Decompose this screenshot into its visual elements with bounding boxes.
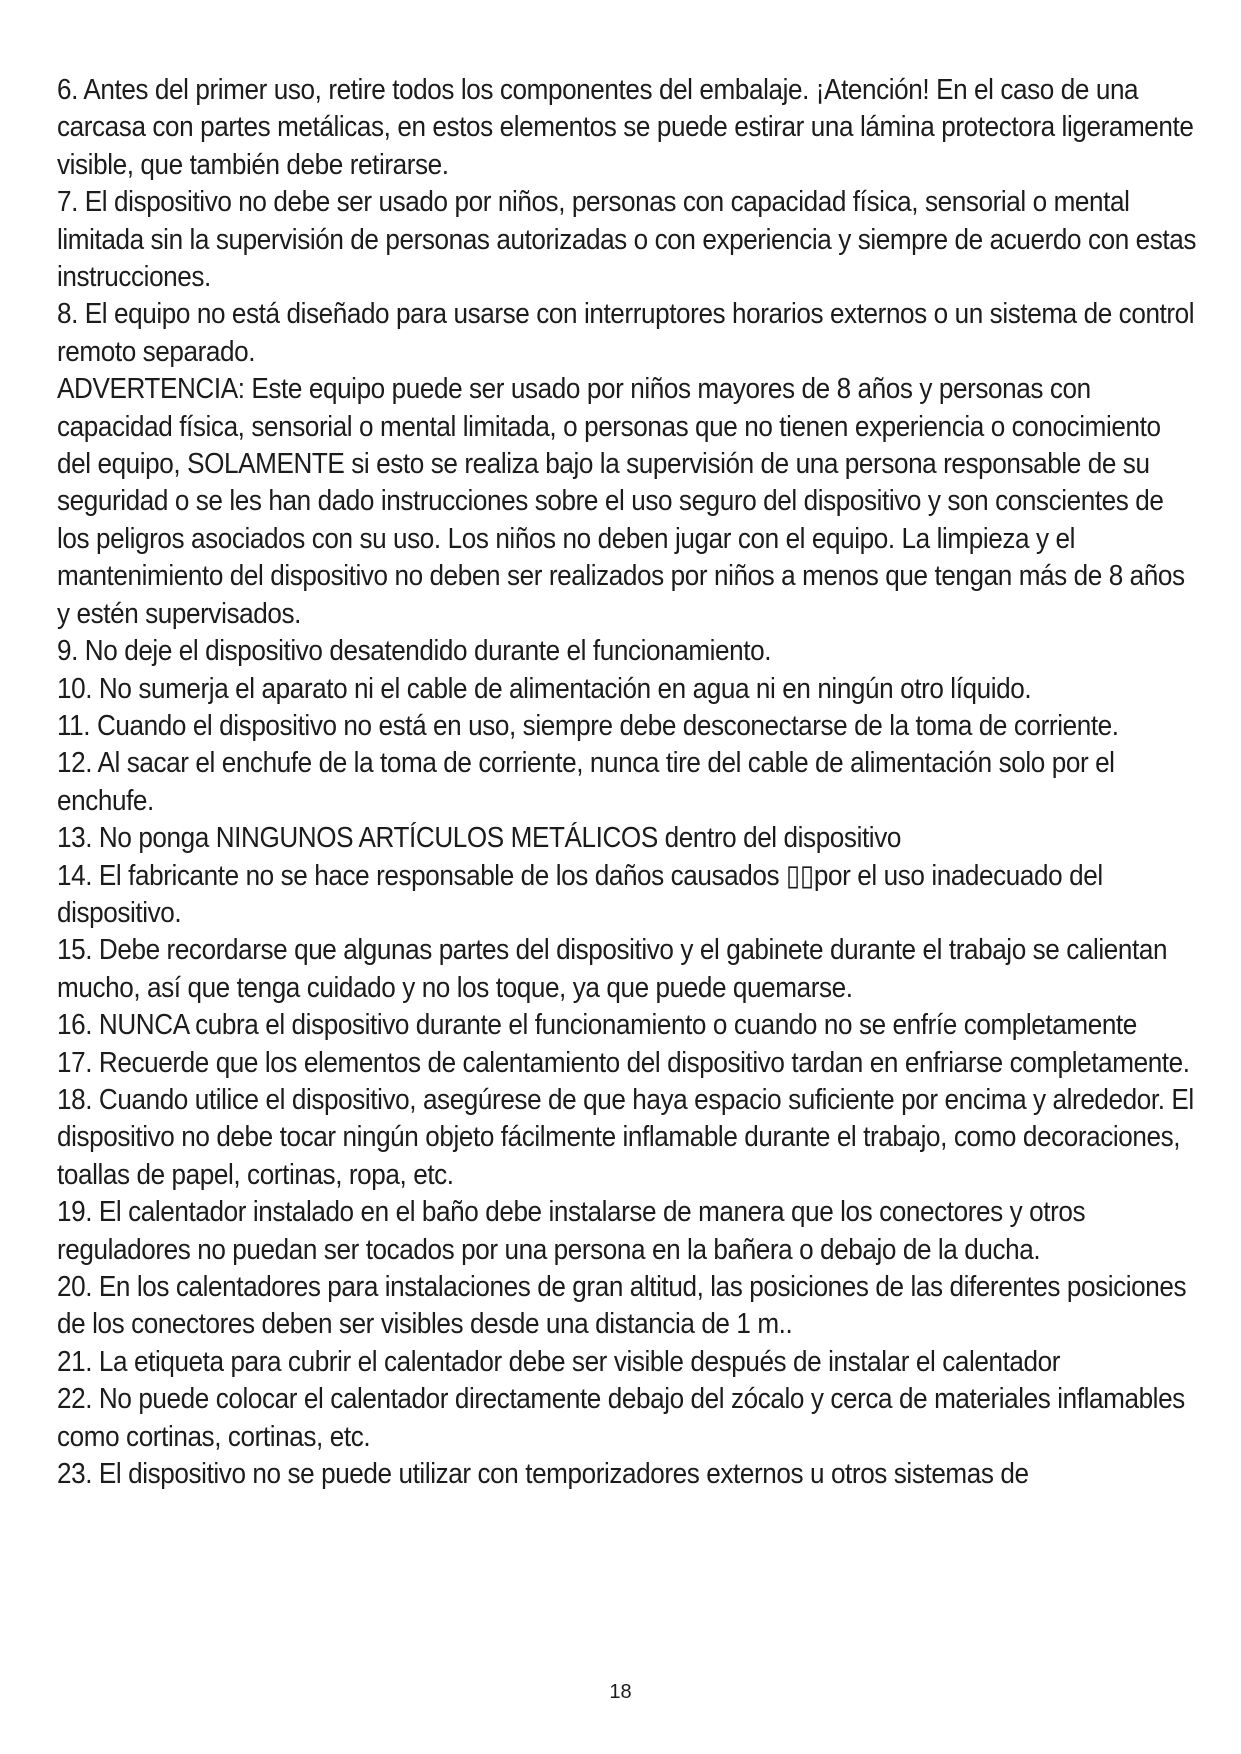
instruction-item-8: 8. El equipo no está diseñado para usarse con interruptores horarios externos o un sistema de control remoto separado. [57, 298, 1195, 368]
instruction-item-10: 10. No sumerja el aparato ni el cable de alimentación en agua ni en ningún otro líquido. [57, 672, 1032, 705]
instruction-item-15: 15. Debe recordarse que algunas partes del dispositivo y el gabinete durante el trabajo se calientan mucho, así que tenga cuidado y no los toque, ya que puede quemarse. [57, 934, 1168, 1004]
instruction-item-16: 16. NUNCA cubra el dispositivo durante el funcionamiento o cuando no se enfríe completamente [57, 1009, 1137, 1042]
page-number: 18 [609, 1681, 632, 1703]
instruction-item-7: 7. El dispositivo no debe ser usado por niños, personas con capacidad física, sensorial o mental limitada sin la supervisión de personas autorizadas o con experiencia y siempre de acuerdo con estas instrucciones. [57, 186, 1197, 294]
instruction-item-6: 6. Antes del primer uso, retire todos los componentes del embalaje. ¡Atención! En el caso de una carcasa con partes metálicas, en estos elementos se puede estirar una lámina protectora ligeramente visible, que también debe retirarse. [57, 74, 1194, 181]
instruction-item-13: 13. No ponga NINGUNOS ARTÍCULOS METÁLICOS dentro del dispositivo [57, 822, 901, 855]
instruction-item-9: 9. No deje el dispositivo desatendido durante el funcionamiento. [57, 635, 772, 668]
instruction-item-18: 18. Cuando utilice el dispositivo, asegúrese de que haya espacio suficiente por encima y alrededor. El dispositivo no debe tocar ningún objeto fácilmente inflamable durante el trabajo, como decoraciones, toallas de papel, cortinas, ropa, etc. [57, 1083, 1194, 1191]
instruction-item-21: 21. La etiqueta para cubrir el calentador debe ser visible después de instalar el calentador [57, 1345, 1061, 1378]
instructions-body [57, 72, 1197, 1493]
instruction-item-19: 19. El calentador instalado en el baño debe instalarse de manera que los conectores y otros reguladores no puedan ser tocados por una persona en la bañera o debajo de la ducha. [57, 1196, 1086, 1266]
instruction-item-20: 20. En los calentadores para instalaciones de gran altitud, las posiciones de las diferentes posiciones de los conectores deben ser visibles desde una distancia de 1 m.. [57, 1271, 1187, 1341]
instruction-item-23: 23. El dispositivo no se puede utilizar con temporizadores externos u otros sistemas de [57, 1458, 1029, 1491]
instruction-item-17: 17. Recuerde que los elementos de calentamiento del dispositivo tardan en enfriarse completamente. [57, 1046, 1190, 1079]
instruction-item-14: 14. El fabricante no se hace responsable de los daños causados ▯▯por el uso inadecuado del dispositivo. [57, 859, 1103, 929]
instruction-item-11: 11. Cuando el dispositivo no está en uso, siempre debe desconectarse de la toma de corriente. [57, 709, 1119, 742]
instruction-item-12: 12. Al sacar el enchufe de la toma de corriente, nunca tire del cable de alimentación solo por el enchufe. [57, 747, 1115, 817]
warning-paragraph: ADVERTENCIA: Este equipo puede ser usado por niños mayores de 8 años y personas con capacidad física, sensorial o mental limitada, o personas que no tienen experiencia o conocimiento del equipo, SOLAMENTE si esto se realiza bajo la supervisión de una persona responsable de su seguridad o se les han dado instrucciones sobre el uso seguro del dispositivo y son conscientes de los peligros asociados con su uso. Los niños no deben jugar con el equipo. La limpieza y el mantenimiento del dispositivo no deben ser realizados por niños a menos que tengan más de 8 años y estén supervisados. [57, 373, 1185, 630]
instruction-item-22: 22. No puede colocar el calentador directamente debajo del zócalo y cerca de materiales inflamables como cortinas, cortinas, etc. [57, 1383, 1185, 1453]
